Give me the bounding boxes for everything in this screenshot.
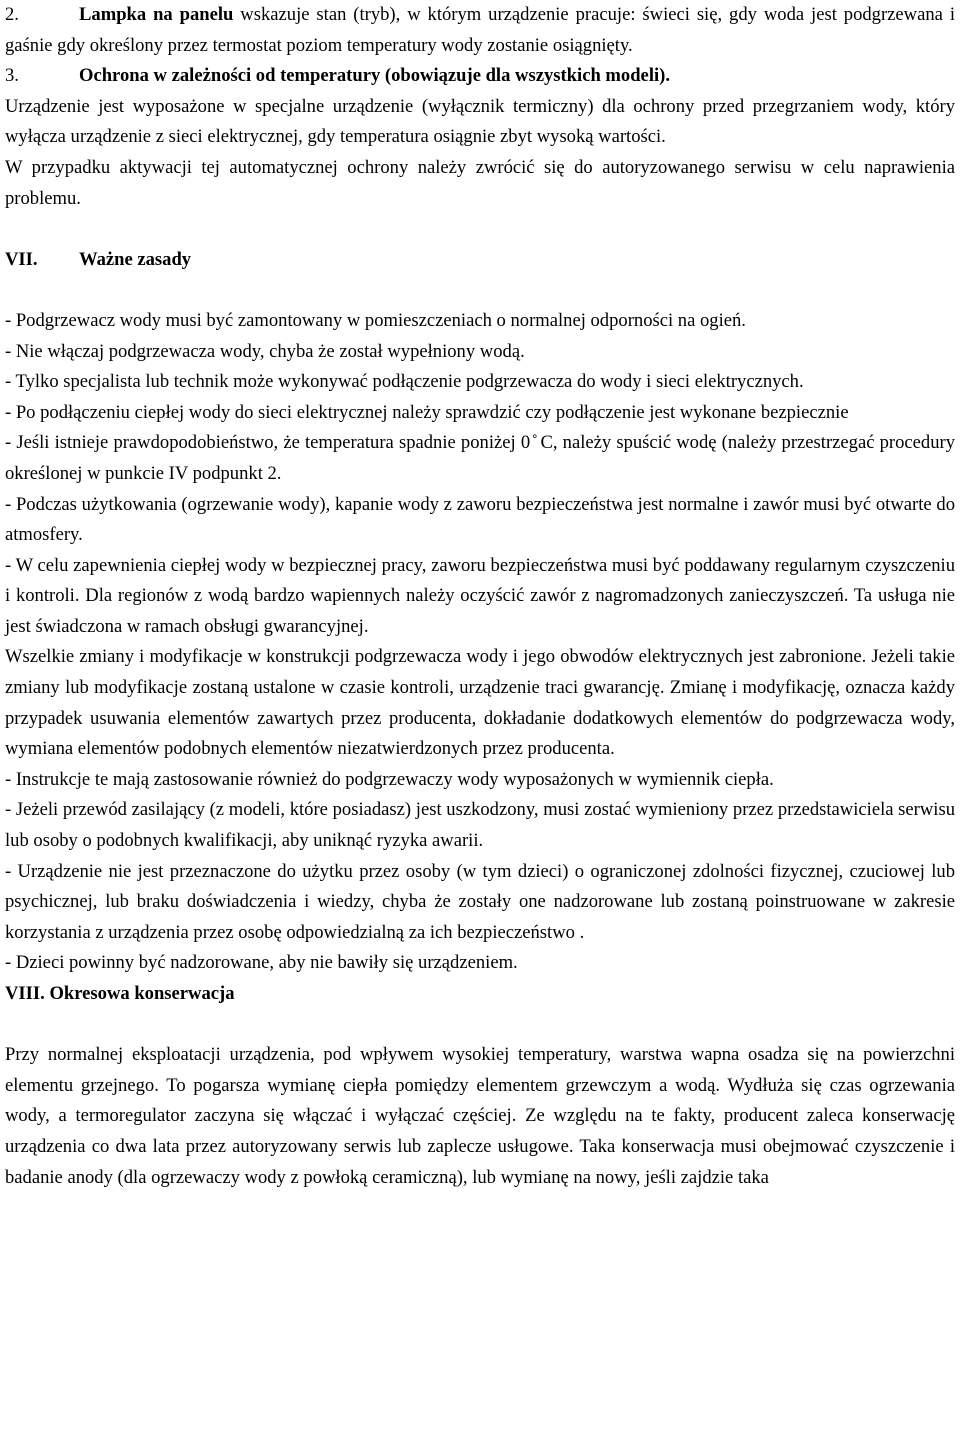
item-3-paragraph-1: Urządzenie jest wyposażone w specjalne urządzenie (wyłącznik termiczny) dla ochrony przed przegrzaniem wody, który wyłącza urządzenie z sieci elektrycznej, gdy temperatura osiągnie zbyt wysoką wartości.	[5, 95, 955, 148]
rule-item: - Dzieci powinny być nadzorowane, aby nie bawiły się urządzeniem.	[5, 952, 518, 974]
rule-item: - Tylko specjalista lub technik może wykonywać podłączenie podgrzewacza do wody i sieci elektrycznych.	[5, 371, 804, 393]
item-2-number: 2.	[5, 4, 19, 25]
section-7-number: VII.	[5, 248, 38, 270]
item-3-paragraph-2: W przypadku aktywacji tej automatycznej ochrony należy zwrócić się do autoryzowanego serwisu w celu naprawienia problemu.	[5, 156, 955, 209]
rule-item: - Nie włączaj podgrzewacza wody, chyba że został wypełniony wodą.	[5, 340, 525, 362]
section-7-title: Ważne zasady	[79, 248, 192, 270]
section-8-number: VIII.	[5, 983, 45, 1004]
rule-item: Wszelkie zmiany i modyfikacje w konstrukcji podgrzewacza wody i jego obwodów elektrycznych jest zabronione. Jeżeli takie zmiany lub modyfikacje zostaną ustalone w czasie kontroli, urządzenie traci gwarancję. Zmianę i modyfikację, oznacza każdy przypadek usuwania elementów zawartych przez producenta, dokładanie dodatkowych elementów do podgrzewacza wody, wymiana elementów podobnych elementów niezatwierdzonych przez producenta.	[5, 646, 955, 760]
item-2-title: Lampka na panelu	[79, 4, 234, 25]
document-page	[5, 0, 955, 1193]
spacer	[5, 275, 955, 306]
rule-item: - Jeśli istnieje prawdopodobieństwo, że temperatura spadnie poniżej 0 ̊ C, należy spuścić wodę (należy przestrzegać procedury określonej w punkcie IV podpunkt 2.	[5, 432, 955, 484]
rule-item: - Urządzenie nie jest przeznaczone do użytku przez osoby (w tym dzieci) o ograniczonej zdolności fizycznej, czuciowej lub psychicznej, lub braku doświadczenia i wiedzy, chyba że zostały one nadzorowane lub zostaną poinstruowane w zakresie korzystania z urządzenia przez osobę odpowiedzialną za ich bezpieczeństwo .	[5, 860, 955, 943]
rule-item: - W celu zapewnienia ciepłej wody w bezpiecznej pracy, zaworu bezpieczeństwa musi być poddawany regularnym czyszczeniu i kontroli. Dla regionów z wodą bardzo wapiennych należy oczyścić zawór z nagromadzonych zanieczyszczeń. Ta usługa nie jest świadczona w ramach obsługi gwarancyjnej.	[5, 554, 955, 637]
section-8-paragraph: Przy normalnej eksploatacji urządzenia, pod wpływem wysokiej temperatury, warstwa wapna osadza się na powierzchni elementu grzejnego. To pogarsza wymianę ciepła pomiędzy elementem grzewczym a wodą. Wydłuża się czas ogrzewania wody, a termoregulator zaczyna się włączać i wyłączać częściej. Ze względu na te fakty, producent zaleca konserwację urządzenia co dwa lata przez autoryzowany serwis lub zaplecze usługowe. Taka konserwacja musi obejmować czyszczenie i badanie anody (dla ogrzewaczy wody z powłoką ceramiczną), lub wymianę na nowy, jeśli zajdzie taka	[5, 1044, 955, 1188]
rule-item: - Podgrzewacz wody musi być zamontowany w pomieszczeniach o normalnej odporności na ogień.	[5, 309, 746, 331]
spacer	[5, 1010, 955, 1041]
section-8-title: Okresowa konserwacja	[49, 983, 235, 1004]
rule-item: - Instrukcje te mają zastosowanie również do podgrzewaczy wody wyposażonych w wymiennik ciepła.	[5, 768, 774, 790]
rule-item: - Jeżeli przewód zasilający (z modeli, które posiadasz) jest uszkodzony, musi zostać wymieniony przez przedstawiciela serwisu lub osoby o podobnych kwalifikacji, aby uniknąć ryzyka awarii.	[5, 799, 955, 852]
item-3-number: 3.	[5, 65, 19, 87]
item-2-text: wskazuje stan (tryb), w którym urządzenie pracuje: świeci się, gdy woda jest podgrzewana i gaśnie gdy określony przez termostat poziom temperatury wody zostanie osiągnięty.	[5, 4, 955, 56]
spacer	[5, 214, 955, 245]
rule-item: - Podczas użytkowania (ogrzewanie wody), kapanie wody z zaworu bezpieczeństwa jest normalne i zawór musi być otwarte do atmosfery.	[5, 493, 955, 546]
item-2	[5, 0, 955, 61]
item-3-heading	[5, 61, 955, 92]
section-8-heading	[5, 979, 955, 1010]
rule-item: - Po podłączeniu ciepłej wody do sieci elektrycznej należy sprawdzić czy podłączenie jest wykonane bezpiecznie	[5, 401, 849, 423]
item-3-title: Ochrona w zależności od temperatury (obowiązuje dla wszystkich modeli).	[79, 65, 670, 87]
section-7-heading	[5, 245, 955, 276]
